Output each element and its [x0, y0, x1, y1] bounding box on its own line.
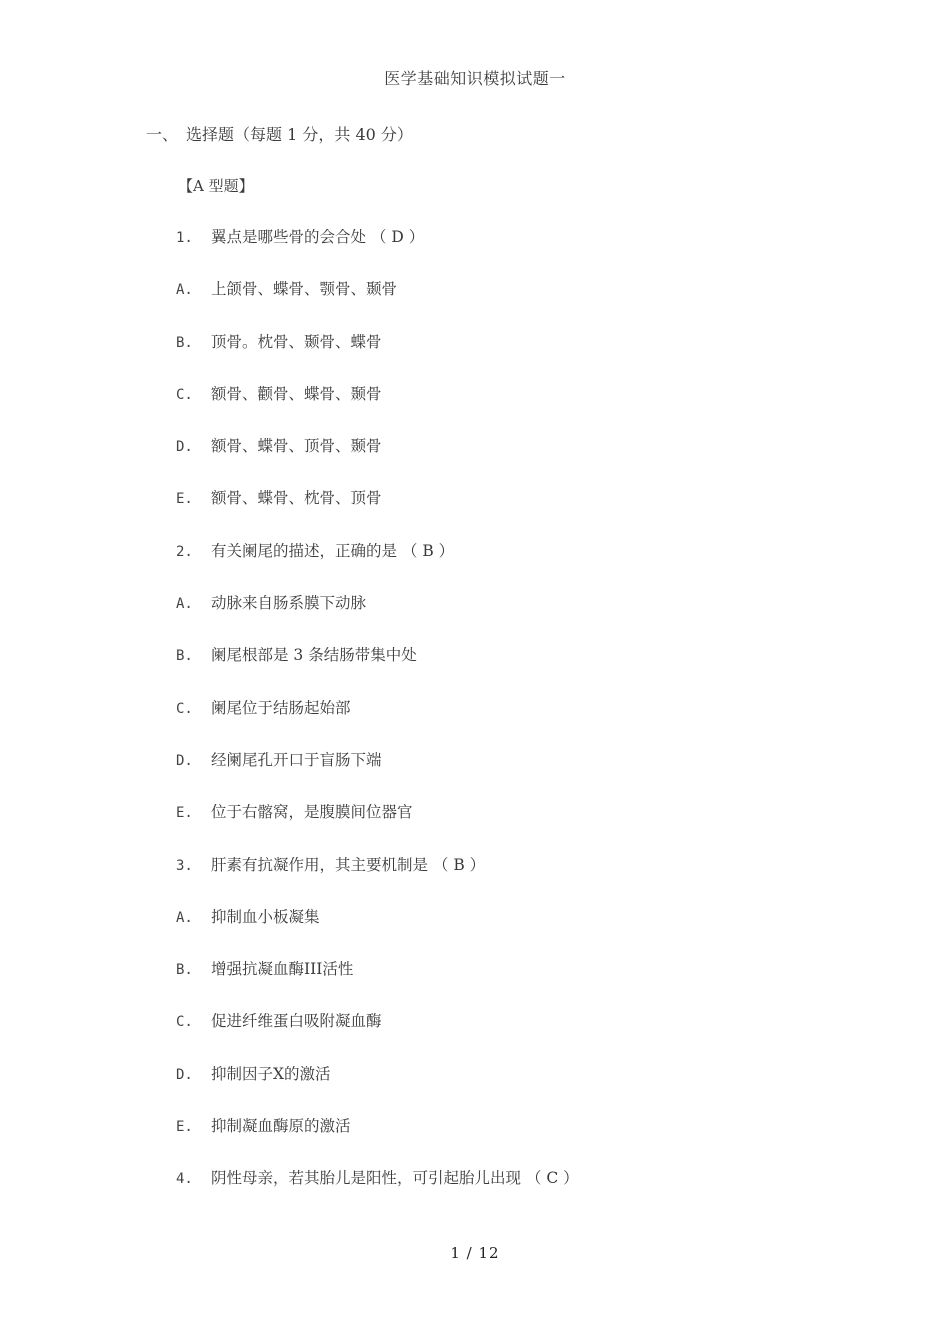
option-letter: C. — [176, 1014, 193, 1031]
option-text: 抑制血小板凝集 — [211, 907, 320, 926]
question-number: 4. — [176, 1171, 193, 1188]
option-line — [176, 383, 579, 435]
question-number: 3. — [176, 857, 193, 874]
option-text: 顶骨。枕骨、颞骨、蝶骨 — [211, 332, 382, 351]
option-line — [176, 1063, 579, 1115]
option-letter: A. — [176, 282, 193, 299]
option-text: 动脉来自肠系膜下动脉 — [211, 594, 367, 613]
question-text: 有关阑尾的描述，正确的是 （ B ） — [211, 541, 455, 560]
option-letter: D. — [176, 1066, 193, 1083]
option-letter: D. — [176, 752, 193, 769]
question-list — [176, 226, 579, 1220]
option-text: 位于右髂窝，是腹膜间位器官 — [211, 803, 413, 822]
option-line — [176, 1115, 579, 1167]
question-text: 阴性母亲，若其胎儿是阳性，可引起胎儿出现 （ C ） — [211, 1169, 579, 1188]
option-letter: B. — [176, 962, 193, 979]
option-letter: C. — [176, 386, 193, 403]
option-letter: E. — [176, 1119, 193, 1136]
option-text: 阑尾位于结肠起始部 — [211, 698, 351, 717]
document-title: 医学基础知识模拟试题一 — [384, 69, 566, 88]
option-line — [176, 331, 579, 383]
option-line — [176, 906, 579, 958]
question-line — [176, 540, 579, 592]
page-indicator: 1 / 12 — [450, 1244, 500, 1262]
option-text: 抑制因子Ⅹ的激活 — [211, 1064, 331, 1083]
option-line — [176, 435, 579, 487]
option-line — [176, 1010, 579, 1062]
section-heading — [146, 122, 413, 145]
section-heading-text: 选择题（每题 1 分，共 40 分） — [186, 125, 413, 144]
option-text: 额骨、颧骨、蝶骨、颞骨 — [211, 384, 382, 403]
question-number: 2. — [176, 543, 193, 560]
option-text: 额骨、蝶骨、枕骨、顶骨 — [211, 489, 382, 508]
option-line — [176, 278, 579, 330]
question-line — [176, 226, 579, 278]
option-letter: A. — [176, 596, 193, 613]
option-letter: E. — [176, 491, 193, 508]
option-line — [176, 592, 579, 644]
question-line — [176, 1167, 579, 1219]
option-text: 阑尾根部是 3 条结肠带集中处 — [211, 646, 417, 665]
option-line — [176, 697, 579, 749]
option-letter: A. — [176, 909, 193, 926]
option-line — [176, 801, 579, 853]
question-text: 翼点是哪些骨的会合处 （ D ） — [211, 228, 425, 246]
question-number: 1. — [176, 230, 193, 246]
option-line — [176, 487, 579, 539]
question-text: 肝素有抗凝作用，其主要机制是 （ B ） — [211, 855, 486, 874]
question-type-label: 【A 型题】 — [178, 177, 254, 195]
option-text: 促进纤维蛋白吸附凝血酶 — [211, 1012, 382, 1031]
option-line — [176, 958, 579, 1010]
option-letter: D. — [176, 439, 193, 456]
option-letter: C. — [176, 700, 193, 717]
option-text: 上颌骨、蝶骨、颚骨、颞骨 — [211, 280, 398, 299]
option-letter: B. — [176, 648, 193, 665]
question-line — [176, 854, 579, 906]
option-text: 抑制凝血酶原的激活 — [211, 1117, 351, 1136]
option-text: 经阑尾孔开口于盲肠下端 — [211, 750, 382, 769]
option-letter: B. — [176, 334, 193, 351]
option-text: 额骨、蝶骨、顶骨、颞骨 — [211, 437, 382, 456]
option-letter: E. — [176, 805, 193, 822]
section-number: 一、 — [146, 125, 179, 144]
option-line — [176, 749, 579, 801]
option-line — [176, 644, 579, 696]
option-text: 增强抗凝血酶III活性 — [211, 960, 354, 979]
